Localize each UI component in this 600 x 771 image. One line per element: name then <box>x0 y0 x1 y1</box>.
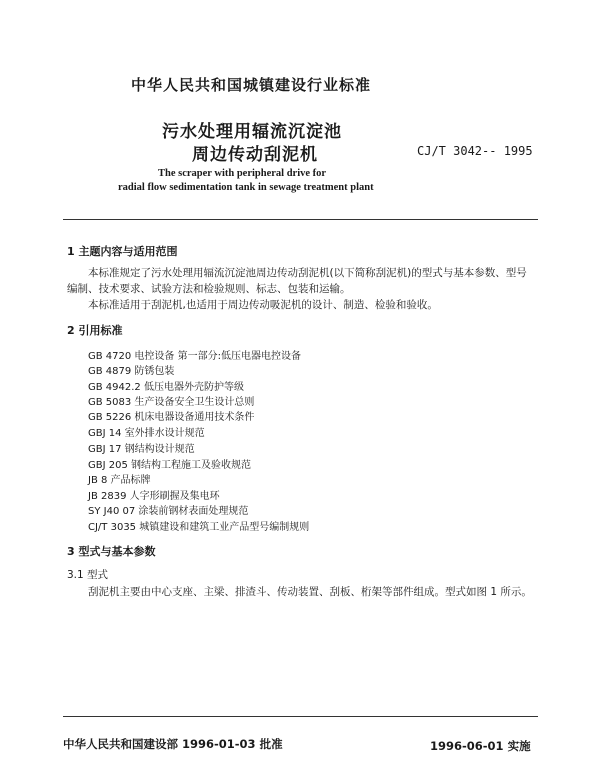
reference-item: GB 5226 机床电器设备通用技术条件 <box>88 412 255 423</box>
bottom-divider <box>63 716 538 717</box>
reference-item: JB 2839 人字形刷握及集电环 <box>88 491 220 502</box>
section-3-heading: 3 型式与基本参数 <box>67 545 156 558</box>
reference-item: GBJ 14 室外排水设计规范 <box>88 428 205 439</box>
english-title-line-1: The scraper with peripheral drive for <box>158 168 327 179</box>
top-divider <box>63 219 538 220</box>
reference-item: GBJ 205 钢结构工程施工及验收规范 <box>88 460 252 471</box>
document-title-line-1: 污水处理用辐流沉淀池 <box>162 122 342 142</box>
document-title-line-2: 周边传动刮泥机 <box>192 145 318 165</box>
section-1-paragraph-2: 本标准适用于刮泥机,也适用于周边传动吸泥机的设计、制造、检验和验收。 <box>88 299 438 311</box>
document-header: 中华人民共和国城镇建设行业标准 <box>131 76 372 94</box>
section-1-paragraph-1-line-1: 本标准规定了污水处理用辐流沉淀池周边传动刮泥机(以下简称刮泥机)的型式与基本参数、型号 <box>88 267 527 279</box>
reference-item: GB 4879 防锈包装 <box>88 366 175 377</box>
section-1-paragraph-1-line-2: 编制、技术要求、试验方法和检验规则、标志、包装和运输。 <box>67 283 351 295</box>
section-3-1-heading: 3.1 型式 <box>67 569 109 581</box>
section-3-1-paragraph: 刮泥机主要由中心支座、主梁、排渣斗、传动装置、刮板、桁架等部件组成。型式如图 1 所示。 <box>88 586 532 598</box>
english-title-line-2: radial flow sedimentation tank in sewage treatment plant <box>118 182 374 193</box>
footer-effective-date: 1996-06-01 实施 <box>430 739 531 753</box>
section-2-heading: 2 引用标准 <box>67 324 123 337</box>
reference-item: GB 5083 生产设备安全卫生设计总则 <box>88 397 255 408</box>
reference-item: GBJ 17 钢结构设计规范 <box>88 444 195 455</box>
section-1-heading: 1 主题内容与适用范围 <box>67 245 178 258</box>
reference-item: GB 4942.2 低压电器外壳防护等级 <box>88 382 244 393</box>
reference-item: JB 8 产品标牌 <box>88 475 151 486</box>
reference-item: CJ/T 3035 城镇建设和建筑工业产品型号编制规则 <box>88 522 310 533</box>
footer-approval: 中华人民共和国建设部 1996-01-03 批准 <box>63 737 283 751</box>
reference-item: SY J40 07 涂装前钢材表面处理规范 <box>88 506 249 517</box>
reference-item: GB 4720 电控设备 第一部分:低压电器电控设备 <box>88 351 301 362</box>
standard-code: CJ/T 3042-- 1995 <box>417 144 533 158</box>
